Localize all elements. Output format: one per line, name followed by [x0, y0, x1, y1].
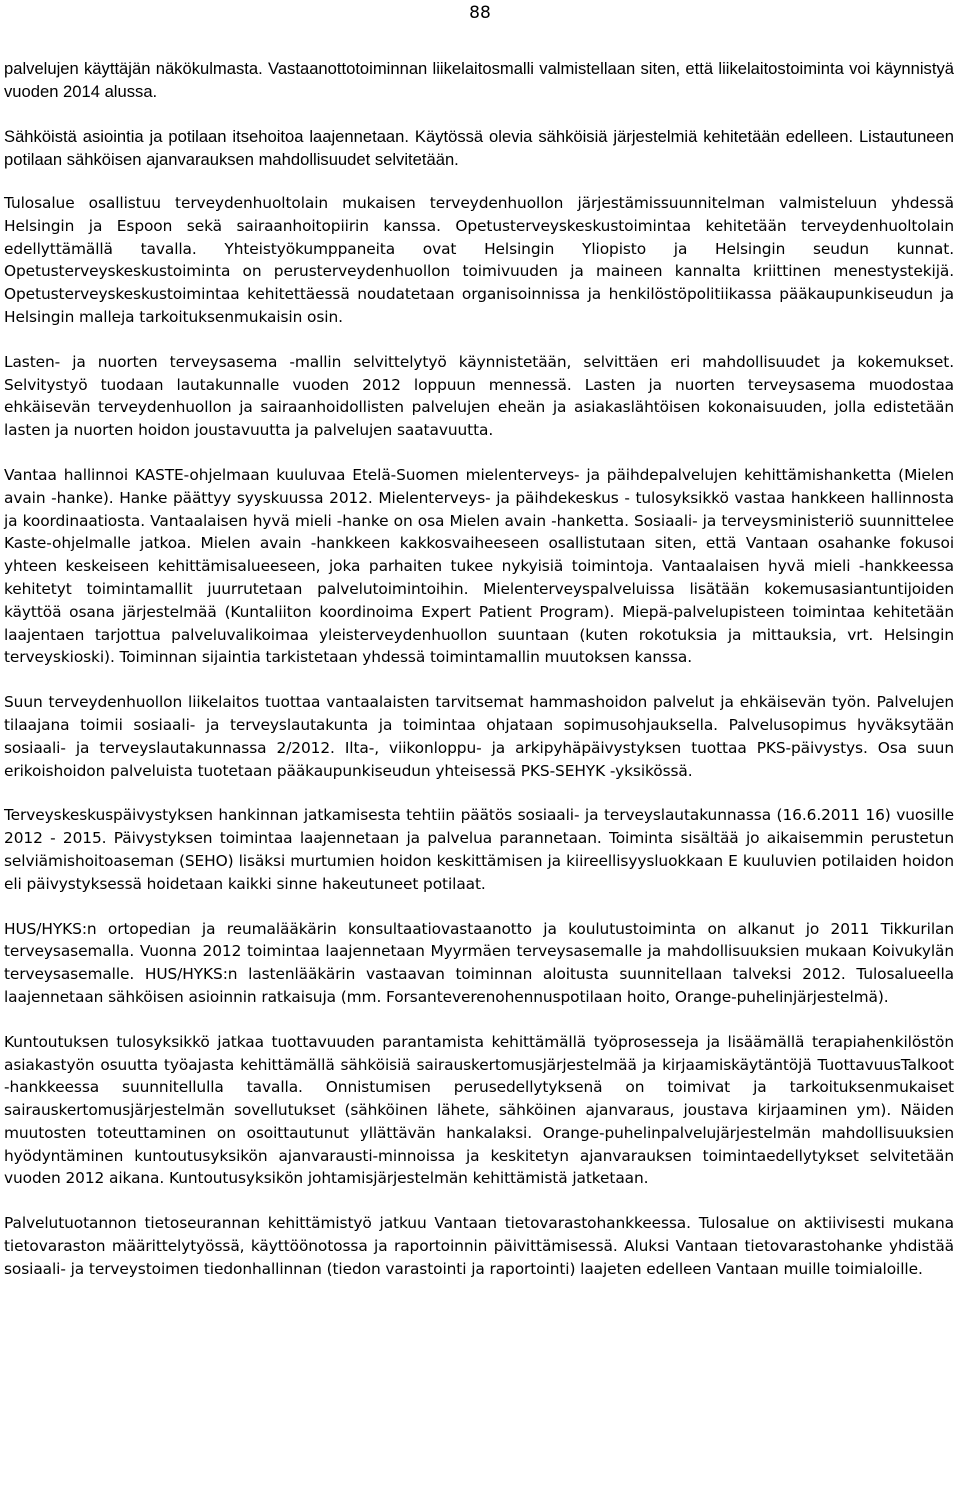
paragraph-youth-health-station: Lasten- ja nuorten terveysasema -mallin selvittelytyö käynnistetään, selvittäen eri mahdollisuudet ja kokemukset. Selvitystyö tuodaan lautakunnalle vuoden 2012 loppuun mennessä. Lasten ja nuorten terveysasema muodostaa ehkäisevän terveydenhuollon ja sairaanhoidollisten palvelujen eheän ja asiakaslähtöisen kokonaisuuden, jolla edistetään lasten ja nuorten hoidon joustavuutta ja palvelujen saatavuutta.: [4, 352, 954, 440]
paragraph-service-perspective: palvelujen käyttäjän näkökulmasta. Vastaanottotoiminnan liikelaitosmalli valmistellaan siten, että liikelaitostoiminta voi käynnistyä vuoden 2014 alussa.: [4, 59, 954, 101]
paragraph-rehabilitation: Kuntoutuksen tulosyksikkö jatkaa tuottavuuden parantamista kehittämällä työprosesseja ja lisäämällä terapiahenkilöstön asiakastyön osuutta työajasta kehittämällä sähköisiä sairauskertomusjärjestelmää ja kirjaamiskäytäntöjä TuottavuusTalkoot -hankkeessa suunnitellulla tavalla. Onnistumisen perusedellytyksenä on toimivat ja tarkoituksenmukaiset sairauskertomusjärjestelmän sovellutukset (sähköinen lähete, sähköinen ajanvaraus, joustava kirjaaminen ym). Näiden muutosten toteuttaminen on osoittautunut yllättävän hankalaksi. Orange-puhelinpalvelujärjestelmän mahdollisuuksien hyödyntäminen kuntoutusyksikön ajanvarausti-minnoissa ja keskitetyn ajanvarauksen toimintaedellytykset selvitetään vuoden 2012 aikana. Kuntoutusyksikön johtamisjärjestelmän kehittämistä jatketaan.: [4, 1032, 954, 1188]
page-number: 88: [469, 3, 491, 23]
paragraph-emergency-service: Terveyskeskuspäivystyksen hankinnan jatkamisesta tehtiin päätös sosiaali- ja terveyslautakunnassa (16.6.2011 16) vuosille 2012 - 2015. Päivystyksen toimintaa laajennetaan ja palvelua parannetaan. Toiminta sisältää jo aikaisemmin perustetun selviämishoitoaseman (SEHO) lisäksi murtumien hoidon keskittämisen ja kiireellisyysluokkaan E kuuluvien potilaiden hoidon eli päivystyksessä hoidetaan kaikki sinne hakeutuneet potilaat.: [4, 806, 954, 893]
paragraph-teaching-health-center: Tulosalue osallistuu terveydenhuoltolain mukaisen terveydenhuollon järjestämissuunnitelman valmisteluun yhdessä Helsingin ja Espoon sekä sairaanhoitopiirin kanssa. Opetusterveyskeskustoimintaa kehitetään terveydenhuoltolain edellyttämällä tavalla. Yhteistyökumppaneita ovat Helsingin Yliopisto ja Helsingin seudun kunnat. Opetusterveyskeskustoiminta on perusterveydenhuollon toimivuuden ja maineen kannalta kriittinen menestystekijä. Opetusterveyskeskustoimintaa kehitettäessä noudatetaan organisoinnissa ja henkilöstöpolitiikassa pääkaupunkiseudun ja Helsingin malleja tarkoituksenmukaisin osin.: [4, 194, 954, 326]
document-body: [4, 57, 954, 1303]
paragraph-oral-health: Suun terveydenhuollon liikelaitos tuottaa vantaalaisten tarvitsemat hammashoidon palvelut ja ehkäisevän työn. Palvelujen tilaajana toimii sosiaali- ja terveyslautakunta ja toimintaa ohjataan sopimusohjauksella. Palvelusopimus hyväksytään sosiaali- ja terveyslautakunnassa 2/2012. Ilta-, viikonloppu- ja arkipyhäpäivystyksen tuottaa PKS-päivystys. Osa suun erikoishoidon palveluista tuotetaan pääkaupunkiseudun yhteisessä PKS-SEHYK -yksikössä.: [4, 693, 954, 780]
paragraph-data-warehouse: Palvelutuotannon tietoseurannan kehittämistyö jatkuu Vantaan tietovarastohankkeessa. Tulosalue on aktiivisesti mukana tietovaraston määrittelytyössä, käyttöönotossa ja raportoinnin päivittämisessä. Aluksi Vantaan tietovarastohanke yhdistää sosiaali- ja terveystoimen tiedonhallinnan (tiedon varastointi ja raportointi) laajeten edelleen Vantaan muille toimialoille.: [4, 1214, 954, 1278]
paragraph-kaste-program: Vantaa hallinnoi KASTE-ohjelmaan kuuluvaa Etelä-Suomen mielenterveys- ja päihdepalvelujen kehittämishanketta (Mielen avain -hanke). Hanke päättyy syyskuussa 2012. Mielenterveys- ja päihdekeskus - tulosyksikkö vastaa hankkeen hallinnosta ja koordinaatiosta. Vantaalaisen hyvä mieli -hanke on osa Mielen avain -hanketta. Sosiaali- ja terveysministeriö suunnittelee Kaste-ohjelmalle jatkoa. Mielen avain -hankkeen kakkosvaiheeseen osallistutaan siten, että Vantaan osahanke fokusoi yhteen keskeiseen kehittämisalueeseen, joka parhaiten tukee nykyisiä toimintoja. Vantaalaisen hyvä mieli -hankkeessa kehitetyt toimintamallit juurrutetaan palvelutoimintoihin. Mielenterveyspalveluissa lisätään kokemusasiantuntijoiden käyttöä osana järjestelmää (Kuntaliiton koordinoima Expert Patient Program). Miepä-palvelupisteen toimintaa kehitetään laajentaen tarjottua palveluvalikoimaa yleisterveydenhuollon suuntaan (kuten rokotuksia ja mittauksia, vrt. Helsingin terveyskioski). Toiminnan sijaintia tarkistetaan yhdessä toimintamallin muutoksen kanssa.: [4, 465, 954, 667]
paragraph-hus-hyks: HUS/HYKS:n ortopedian ja reumalääkärin konsultaatiovastaanotto ja koulutustoiminta on alkanut jo 2011 Tikkurilan terveysasemalla. Vuonna 2012 toimintaa laajennetaan Myyrmäen terveysasemalle ja mahdollisuuksien mukaan Koivukylän terveysasemalle. HUS/HYKS:n lastenlääkärin vastaavan toiminnan aloitusta suunnitellaan talveksi 2012. Tulosalueella laajennetaan sähköisen asioinnin ratkaisuja (mm. Forsanteverenohennuspotilaan hoito, Orange-puhelinjärjestelmä).: [4, 919, 954, 1006]
paragraph-electronic-services: Sähköistä asiointia ja potilaan itsehoitoa laajennetaan. Käytössä olevia sähköisiä järjestelmiä kehitetään edelleen. Listautuneen potilaan sähköisen ajanvarauksen mahdollisuudet selvitetään.: [4, 127, 954, 169]
